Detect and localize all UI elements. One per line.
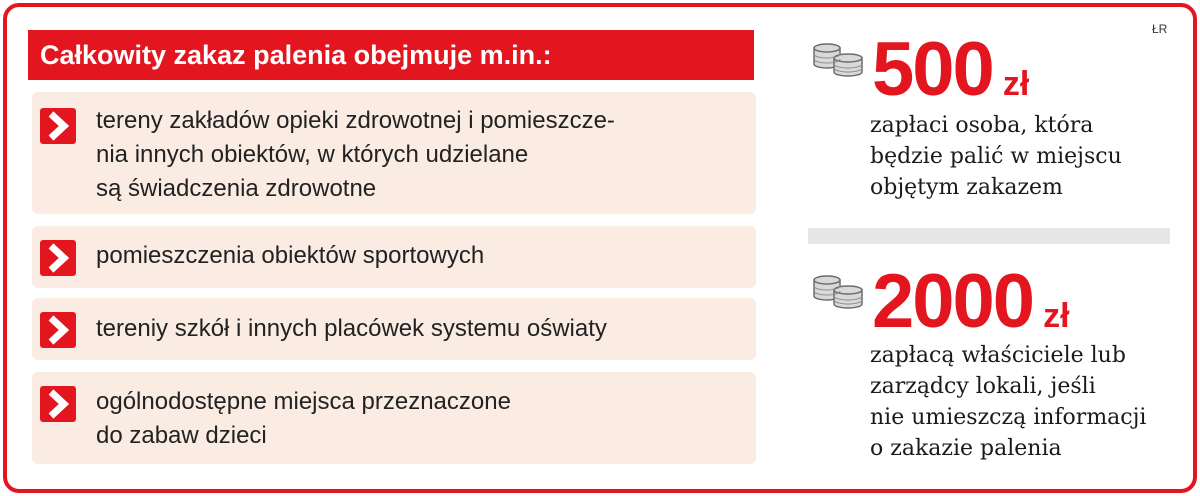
coins-icon (810, 36, 866, 83)
fine-currency: zł (1002, 65, 1030, 103)
fine-description: zapłaci osoba, która będzie palić w miejscu objętym zakazem (870, 113, 1122, 200)
list-item-text: pomieszczenia obiektów sportowych (96, 242, 485, 269)
divider (808, 228, 1170, 244)
chevron-right-icon (40, 240, 76, 276)
fine-amount-value: 500 (872, 27, 993, 112)
list-item-text: tereny zakładów opieki zdrowotnej i pomieszcze- nia innych obiektów, w których udzielane są świadczenia zdrowotne (96, 107, 615, 202)
fine-amount (872, 26, 1029, 113)
list-item (32, 372, 756, 464)
coins-icon (810, 268, 866, 315)
chevron-right-icon (40, 108, 76, 144)
list-item (32, 226, 756, 288)
fine-description: zapłacą właściciele lub zarządcy lokali, jeśli nie umieszczą informacji o zakazie palenia (870, 343, 1147, 461)
fine-amount (872, 258, 1070, 345)
chevron-right-icon (40, 386, 76, 422)
fine-currency: zł (1043, 297, 1070, 335)
list-item-text: ogólnodostępne miejsca przeznaczone do zabaw dzieci (96, 388, 511, 449)
list-item (32, 298, 756, 360)
list-item (32, 92, 756, 214)
author-credit: ŁR (1152, 22, 1168, 36)
fine-amount-value: 2000 (872, 259, 1034, 344)
list-header: Całkowity zakaz palenia obejmuje m.in.: (28, 30, 754, 80)
chevron-right-icon (40, 312, 76, 348)
list-item-text: tereniy szkół i innych placówek systemu oświaty (96, 315, 607, 342)
